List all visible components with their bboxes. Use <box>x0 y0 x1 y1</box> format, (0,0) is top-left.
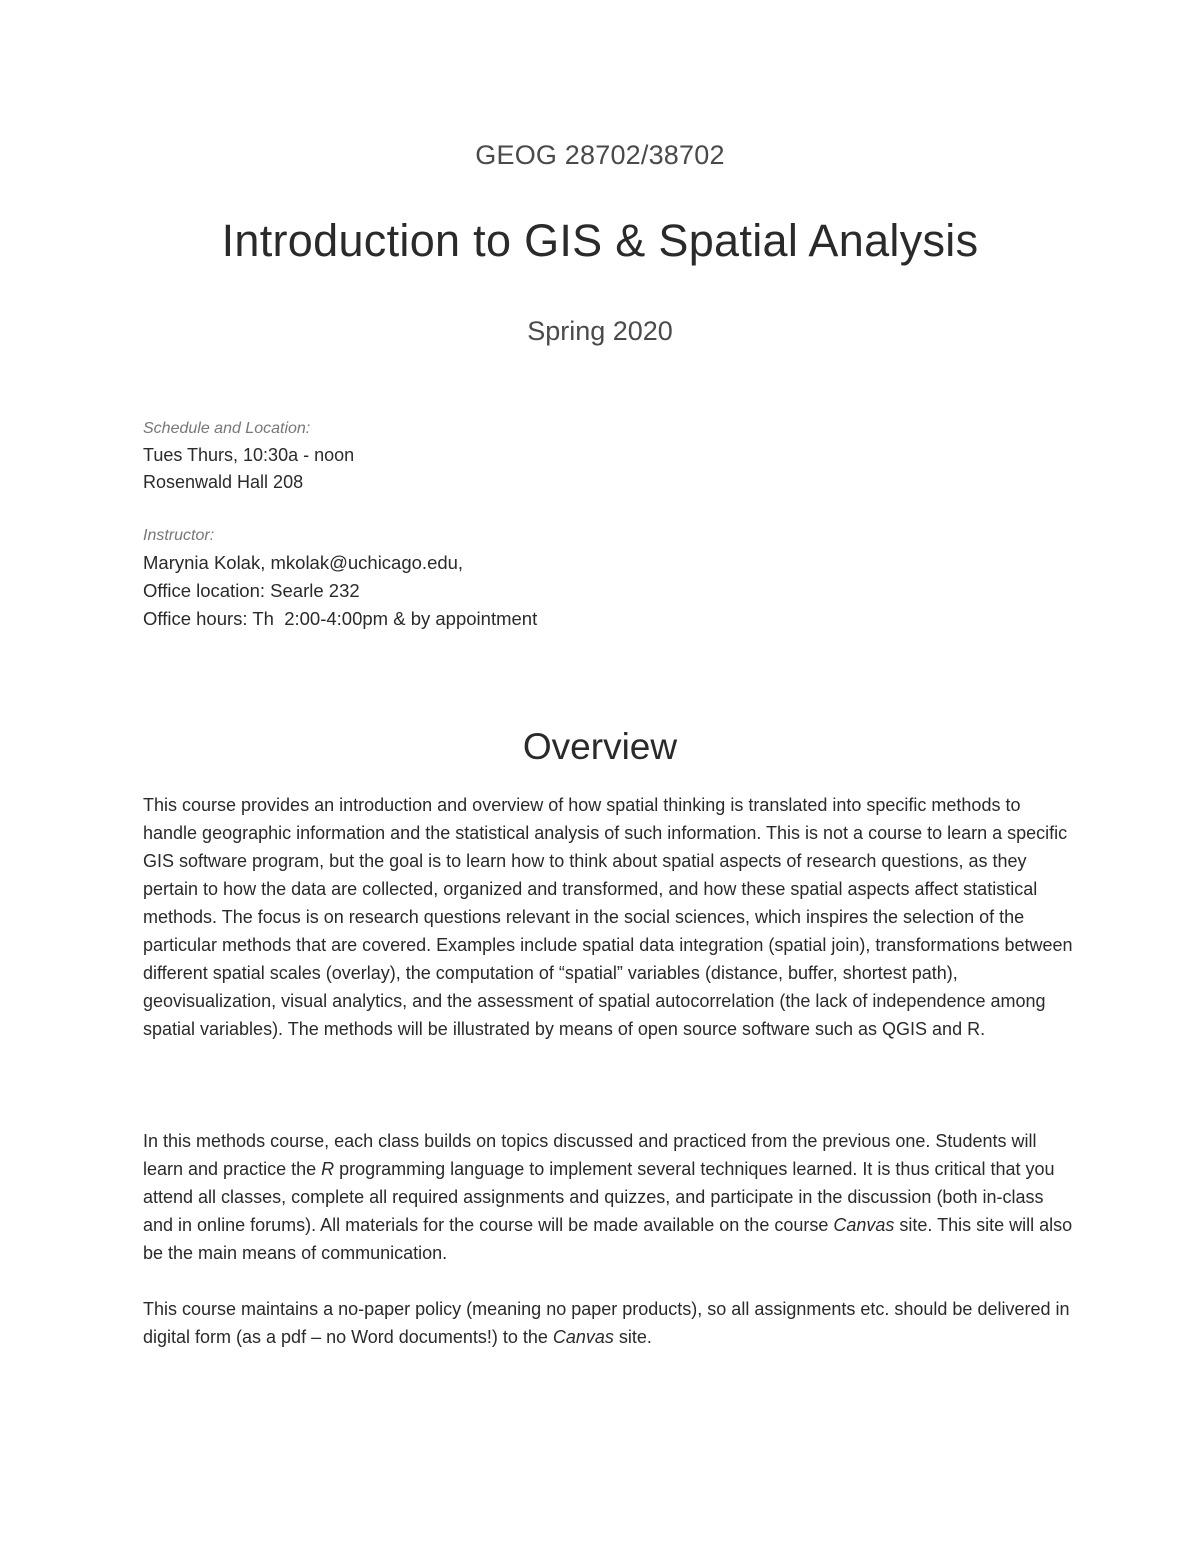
paragraph-3-text-b: site. <box>613 1327 652 1347</box>
course-term: Spring 2020 <box>527 316 673 346</box>
paragraph-2-text-a: In this methods course, each class builds on topics discussed and practiced from the previous one. Students will learn and practice the <box>143 1131 1037 1179</box>
overview-heading: Overview <box>522 726 678 767</box>
schedule-section <box>143 415 1063 496</box>
canvas-emphasis: Canvas <box>552 1327 614 1347</box>
instructor-label: Instructor: <box>143 527 215 544</box>
schedule-label: Schedule and Location: <box>143 420 311 437</box>
instructor-office-location: Office location: Searle 232 <box>143 580 360 601</box>
canvas-emphasis: Canvas <box>833 1215 895 1235</box>
paragraph-2-text-b: programming language to implement several techniques learned. It is thus critical that you attend all classes, complete all required assignments and quizzes, and participate in the discussion (both in-class and in online forums). All materials for the course will be made available on the course <box>143 1159 1055 1235</box>
paragraph-3-text-a: This course maintains a no-paper policy (meaning no paper products), so all assignments etc. should be delivered in digital form (as a pdf – no Word documents!) to the <box>143 1299 1070 1347</box>
paragraph-2-text-c: site. This site will also be the main means of communication. <box>143 1215 1073 1263</box>
schedule-time: Tues Thurs, 10:30a - noon <box>143 445 355 465</box>
r-language-emphasis: R <box>321 1159 335 1179</box>
instructor-office-hours: Office hours: Th 2:00-4:00pm & by appointment <box>143 608 538 629</box>
course-code: GEOG 28702/38702 <box>475 140 725 170</box>
overview-paragraph-3 <box>143 1295 1073 1351</box>
instructor-section <box>143 522 1063 633</box>
schedule-location: Rosenwald Hall 208 <box>143 472 304 492</box>
course-title: Introduction to GIS & Spatial Analysis <box>221 215 979 266</box>
overview-paragraph-1: This course provides an introduction and overview of how spatial thinking is translated into specific methods to handle geographic information and the statistical analysis of such information. This is not a course to learn a specific GIS software program, but the goal is to learn how to think about spatial aspects of research questions, as they pertain to how the data are collected, organized and transformed, and how these spatial aspects affect statistical methods. The focus is on research questions relevant in the social sciences, which inspires the selection of the particular methods that are covered. Examples include spatial data integration (spatial join), transformations between different spatial scales (overlay), the computation of “spatial” variables (distance, buffer, shortest path), geovisualization, visual analytics, and the assessment of spatial autocorrelation (the lack of independence among spatial variables). The methods will be illustrated by means of open source software such as QGIS and R. <box>143 795 1073 1039</box>
overview-paragraph-2 <box>143 1127 1073 1267</box>
instructor-name-email: Marynia Kolak, mkolak@uchicago.edu, <box>143 552 464 573</box>
